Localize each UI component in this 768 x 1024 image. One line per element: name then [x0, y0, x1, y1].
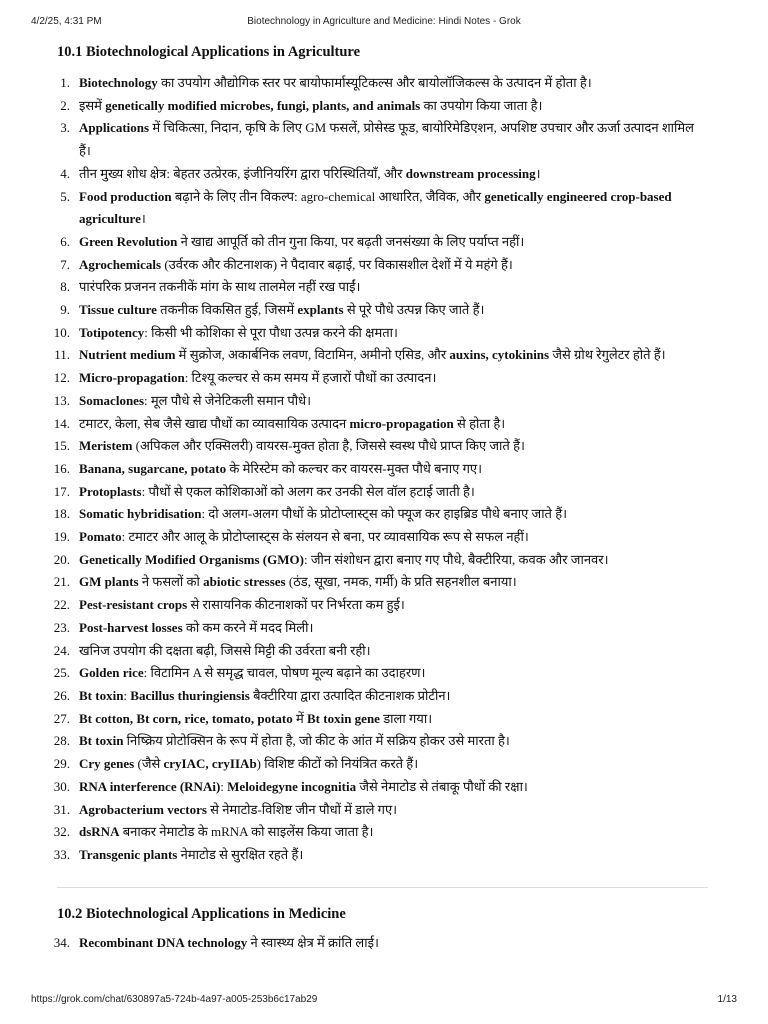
note-number: 10.	[53, 324, 70, 340]
note-number: 22.	[53, 597, 70, 613]
note-term: Totipotency	[79, 324, 145, 340]
note-item	[53, 322, 708, 345]
note-text	[79, 643, 371, 658]
print-footer	[0, 994, 768, 1008]
note-term: cryIAC, cryIIAb	[163, 756, 257, 772]
note-fragment: में सुक्रोज, अकार्बनिक लवण, विटामिन, अमीनो एसिड, और	[175, 347, 450, 363]
note-term: Green Revolution	[79, 233, 178, 249]
note-number: 20.	[53, 551, 70, 567]
note-item	[53, 685, 708, 708]
note-term: dsRNA	[79, 824, 120, 840]
note-number: 17.	[53, 483, 70, 499]
note-text	[79, 802, 397, 817]
note-text	[79, 574, 517, 589]
note-item	[53, 844, 708, 867]
note-item	[53, 640, 708, 663]
note-item	[53, 594, 708, 617]
note-fragment: : विटामिन A से समृद्ध चावल, पोषण मूल्य बढ़ाने का उदाहरण।	[143, 665, 426, 681]
note-number: 28.	[53, 733, 70, 749]
note-number: 24.	[53, 642, 70, 658]
note-term: Agrochemicals	[79, 256, 162, 272]
note-item	[53, 413, 708, 436]
note-term: micro-propagation	[349, 415, 454, 431]
note-number: 15.	[53, 438, 70, 454]
note-number: 21.	[53, 574, 70, 590]
note-term: Agrobacterium vectors	[79, 801, 207, 817]
note-item	[57, 231, 708, 254]
note-fragment: : पौधों से एकल कोशिकाओं को अलग कर उनकी सेल वॉल हटाई जाती है।	[141, 483, 475, 499]
print-url: https://grok.com/chat/630897a5-724b-4a97-a005-253b6c17ab29	[31, 994, 318, 1005]
note-item	[57, 276, 708, 299]
note-fragment: से रासायनिक कीटनाशकों पर निर्भरता कम हुई।	[187, 597, 405, 613]
note-fragment: पारंपरिक प्रजनन तकनीकें मांग के साथ तालमेल नहीं रख पाईं।	[79, 279, 361, 295]
note-fragment: बैक्टीरिया द्वारा उत्पादित कीटनाशक प्रोटीन।	[249, 687, 451, 703]
note-number: 26.	[53, 687, 70, 703]
note-number: 32.	[53, 824, 70, 840]
note-term: Bt toxin gene	[307, 710, 380, 726]
note-item	[53, 708, 708, 731]
note-number: 3.	[60, 120, 70, 136]
note-text	[79, 370, 436, 385]
note-item	[53, 662, 708, 685]
note-text	[79, 529, 529, 544]
note-fragment: खनिज उपयोग की दक्षता बढ़ी, जिससे मिट्टी की उर्वरता बनी रही।	[79, 642, 371, 658]
note-fragment: निष्क्रिय प्रोटोक्सिन के रूप में होता है, जो कीट के आंत में सक्रिय होकर उसे मारता है।	[123, 733, 510, 749]
note-item	[53, 730, 708, 753]
note-item	[57, 117, 708, 162]
section-title-medicine: 10.2 Biotechnological Applications in Medicine	[57, 905, 346, 922]
note-fragment: (जैसे	[134, 756, 164, 772]
note-item	[54, 344, 708, 367]
note-item	[53, 571, 708, 594]
note-text	[79, 665, 425, 680]
note-fragment: ।	[140, 211, 146, 227]
note-fragment: जैसे नेमाटोड से तंबाकू पौधों की रक्षा।	[356, 778, 528, 794]
note-fragment: में चिकित्सा, निदान, कृषि के लिए GM फसलें, प्रोसेस्ड फूड, बायोरिमेडिएशन, अपशिष्ट उपचार और ऊर्जा उत्पादन शामिल हैं।	[79, 120, 694, 159]
note-text	[79, 779, 528, 794]
note-item	[57, 95, 708, 118]
note-number: 27.	[53, 710, 70, 726]
note-term: Bt toxin	[79, 733, 124, 749]
note-number: 4.	[60, 165, 70, 181]
note-number: 5.	[60, 188, 70, 204]
note-fragment: :	[220, 778, 228, 794]
note-term: Golden rice	[79, 665, 144, 681]
note-text	[79, 166, 541, 181]
note-number: 29.	[53, 756, 70, 772]
note-number: 18.	[53, 506, 70, 522]
note-item	[57, 299, 708, 322]
note-item	[53, 753, 708, 776]
print-datetime: 4/2/25, 4:31 PM	[31, 16, 102, 27]
note-item	[53, 367, 708, 390]
note-number: 33.	[53, 846, 70, 862]
note-number: 16.	[53, 460, 70, 476]
note-text	[79, 189, 672, 227]
note-fragment: से पूरे पौधे उत्पन्न किए जाते हैं।	[343, 302, 485, 318]
note-text	[79, 393, 311, 408]
note-fragment: : दो अलग-अलग पौधों के प्रोटोप्लास्ट्स को फ्यूज कर हाइब्रिड पौधे बनाए जाते हैं।	[201, 506, 568, 522]
note-fragment: ।	[535, 165, 541, 181]
note-item	[53, 503, 708, 526]
note-term: Recombinant DNA technology	[79, 934, 248, 950]
note-term: Bt toxin	[79, 687, 124, 703]
section-title-agriculture: 10.1 Biotechnological Applications in Agriculture	[57, 44, 361, 60]
note-number: 13.	[53, 392, 70, 408]
note-number: 25.	[53, 665, 70, 681]
note-text	[79, 597, 405, 612]
print-page-title: Biotechnology in Agriculture and Medicine: Hindi Notes - Grok	[247, 16, 521, 27]
note-text	[79, 824, 373, 839]
note-number: 9.	[60, 302, 70, 318]
note-item	[53, 821, 708, 844]
note-item	[53, 799, 708, 822]
note-fragment: डाला गया।	[379, 710, 433, 726]
note-text	[79, 75, 592, 90]
note-term: Biotechnology	[79, 75, 158, 90]
note-item	[57, 186, 708, 231]
note-text	[79, 325, 398, 340]
note-term: genetically engineered crop-based agriculture	[79, 188, 672, 227]
note-term: auxins, cytokinins	[449, 347, 550, 363]
note-text	[79, 620, 313, 635]
note-item	[53, 776, 708, 799]
note-text	[79, 98, 542, 113]
note-item	[53, 481, 708, 504]
print-page-number: 1/13	[717, 994, 737, 1005]
note-item	[53, 549, 708, 572]
note-item	[53, 390, 708, 413]
note-fragment: के मेरिस्टेम को कल्चर कर वायरस-मुक्त पौधे बनाए गए।	[226, 460, 483, 476]
note-text	[79, 688, 450, 703]
note-number: 11.	[54, 347, 70, 363]
note-text	[79, 302, 484, 317]
section-agriculture	[53, 42, 708, 867]
note-text	[79, 416, 505, 431]
note-term: Applications	[79, 120, 150, 136]
note-fragment: (उर्वरक और कीटनाशक) ने पैदावार बढ़ाई, पर विकासशील देशों में ये महंगे हैं।	[161, 256, 513, 272]
note-text	[79, 234, 524, 249]
note-term: Nutrient medium	[79, 347, 176, 363]
note-number: 34.	[53, 934, 70, 950]
note-term: Tissue culture	[79, 302, 157, 318]
note-fragment: ने फसलों को	[138, 574, 204, 590]
note-text	[79, 552, 609, 567]
note-fragment: : जीन संशोधन द्वारा बनाए गए पौधे, बैक्टीरिया, कवक और जानवर।	[303, 551, 609, 567]
note-item	[53, 526, 708, 549]
note-term: Micro-propagation	[79, 370, 185, 386]
note-number: 2.	[60, 97, 70, 113]
note-text	[79, 279, 360, 294]
note-fragment: : टमाटर और आलू के प्रोटोप्लास्ट्स के संलयन से बना, पर व्यावसायिक रूप से सफल नहीं।	[121, 529, 529, 545]
note-item	[57, 163, 708, 186]
note-text	[79, 347, 666, 362]
note-term: Bt cotton, Bt corn, rice, tomato, potato	[79, 710, 293, 726]
note-number: 7.	[60, 256, 70, 272]
note-fragment: से नेमाटोड-विशिष्ट जीन पौधों में डाले गए।	[206, 801, 398, 817]
note-term: Meristem	[79, 438, 133, 454]
note-fragment: (अपिकल और एक्सिलरी) वायरस-मुक्त होता है, जिससे स्वस्थ पौधे प्राप्त किए जाते हैं।	[132, 438, 525, 454]
note-fragment: में	[292, 710, 308, 726]
note-term: Transgenic plants	[79, 846, 178, 862]
note-fragment: इसमें	[79, 97, 106, 113]
note-term: Food production	[79, 188, 172, 204]
note-term: Somatic hybridisation	[79, 506, 202, 522]
note-text	[79, 711, 432, 726]
note-term: genetically modified microbes, fungi, plants, and animals	[105, 97, 421, 113]
note-number: 23.	[53, 619, 70, 635]
note-fragment: जैसे ग्रोथ रेगुलेटर होते हैं।	[549, 347, 666, 363]
note-term: Somaclones	[79, 392, 144, 408]
note-fragment: का उपयोग औद्योगिक स्तर पर बायोफार्मास्यूटिकल्स और बायोलॉजिकल्स के उत्पादन में होता है।	[157, 75, 592, 90]
note-fragment: : टिश्यू कल्चर से कम समय में हजारों पौधों का उत्पादन।	[184, 370, 437, 386]
agriculture-notes-list	[53, 72, 708, 867]
note-text	[79, 257, 513, 272]
note-fragment: तकनीक विकसित हुई, जिसमें	[156, 302, 298, 318]
print-header	[0, 16, 768, 30]
note-number: 19.	[53, 529, 70, 545]
note-text	[79, 847, 303, 862]
note-fragment: का उपयोग किया जाता है।	[420, 97, 543, 113]
note-term: Bacillus thuringiensis	[130, 687, 250, 703]
note-fragment: नेमाटोड से सुरक्षित रहते हैं।	[177, 846, 304, 862]
note-text	[79, 756, 418, 771]
note-term: abiotic stresses	[203, 574, 286, 590]
note-item	[57, 254, 708, 277]
note-term: Post-harvest losses	[79, 619, 183, 635]
note-number: 8.	[60, 279, 70, 295]
note-number: 30.	[53, 778, 70, 794]
note-fragment: टमाटर, केला, सेब जैसे खाद्य पौधों का व्यावसायिक उत्पादन	[79, 415, 350, 431]
note-text	[79, 484, 475, 499]
note-number: 31.	[53, 801, 70, 817]
note-term: Meloidegyne incognitia	[227, 778, 357, 794]
section-medicine	[53, 904, 708, 955]
note-text	[79, 438, 525, 453]
note-number: 12.	[53, 370, 70, 386]
note-fragment: ) विशिष्ट कीटों को नियंत्रित करते हैं।	[256, 756, 419, 772]
note-term: downstream processing	[405, 165, 536, 181]
note-fragment: : किसी भी कोशिका से पूरा पौधा उत्पन्न करने की क्षमता।	[144, 324, 398, 340]
section-divider	[57, 887, 708, 888]
note-item	[53, 617, 708, 640]
note-term: Protoplasts	[79, 483, 142, 499]
note-number: 14.	[53, 415, 70, 431]
note-fragment: :	[123, 687, 131, 703]
note-term: GM plants	[79, 574, 139, 590]
note-item	[57, 72, 708, 95]
note-text	[79, 506, 567, 521]
note-item	[53, 932, 708, 955]
note-fragment: : मूल पौधे से जेनेटिकली समान पौधे।	[144, 392, 311, 408]
medicine-notes-list	[53, 932, 708, 955]
note-term: Pest-resistant crops	[79, 597, 188, 613]
note-fragment: से होता है।	[453, 415, 506, 431]
note-term: Banana, sugarcane, potato	[79, 460, 227, 476]
note-item	[53, 435, 708, 458]
note-term: Cry genes	[79, 756, 135, 772]
note-number: 6.	[60, 233, 70, 249]
note-fragment: बनाकर नेमाटोड के mRNA को साइलेंस किया जाता है।	[119, 824, 374, 840]
note-text	[79, 120, 694, 158]
note-text	[79, 935, 379, 950]
note-fragment: को कम करने में मदद मिली।	[182, 619, 314, 635]
note-fragment: बढ़ाने के लिए तीन विकल्प: agro-chemical आधारित, जैविक, और	[171, 188, 485, 204]
note-number: 1.	[60, 75, 70, 90]
note-fragment: तीन मुख्य शोध क्षेत्र: बेहतर उत्प्रेरक, इंजीनियरिंग द्वारा परिस्थितियाँ, और	[79, 165, 406, 181]
note-term: RNA interference (RNAi)	[79, 778, 221, 794]
note-text	[79, 461, 482, 476]
note-term: explants	[297, 302, 344, 318]
note-fragment: ने स्वास्थ्य क्षेत्र में क्रांति लाई।	[247, 934, 379, 950]
note-fragment: (ठंड, सूखा, नमक, गर्मी) के प्रति सहनशील बनाया।	[285, 574, 517, 590]
notes-document	[53, 42, 708, 954]
note-fragment: ने खाद्य आपूर्ति को तीन गुना किया, पर बढ़ती जनसंख्या के लिए पर्याप्त नहीं।	[177, 233, 525, 249]
note-term: Genetically Modified Organisms (GMO)	[79, 551, 304, 567]
note-item	[53, 458, 708, 481]
note-term: Pomato	[79, 529, 122, 545]
note-text	[79, 733, 510, 748]
